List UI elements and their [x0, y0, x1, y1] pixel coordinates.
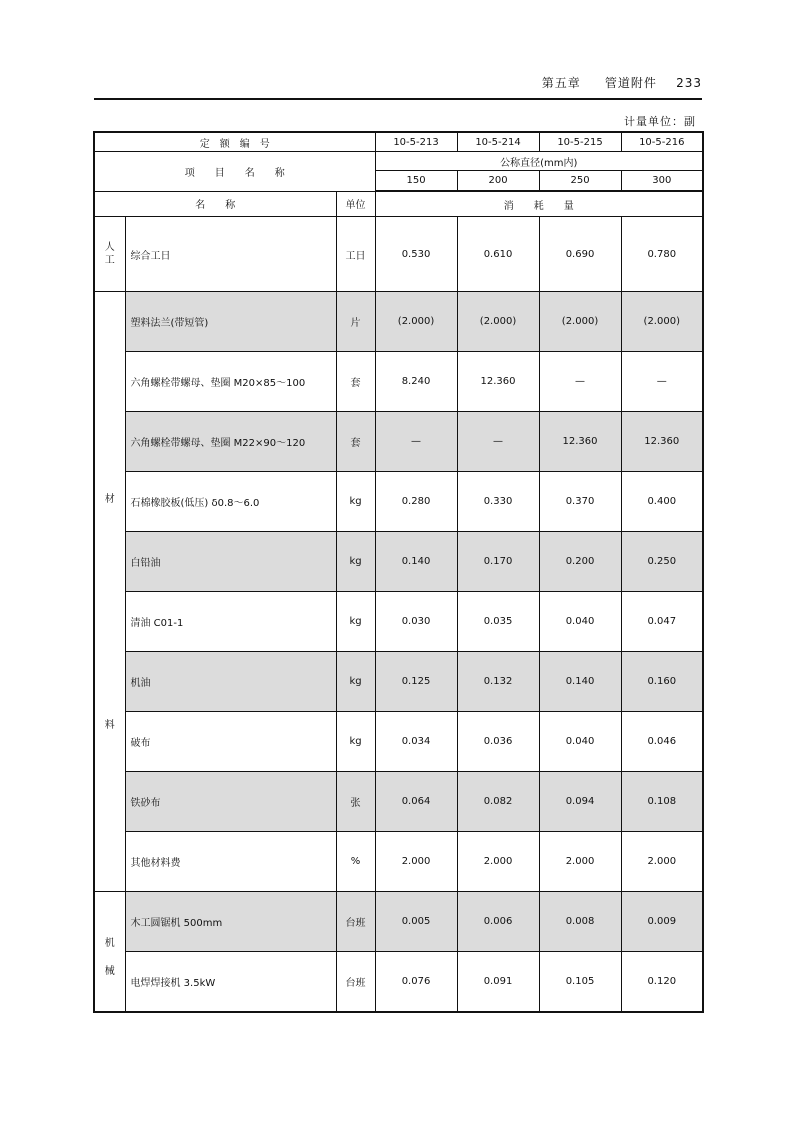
item-value: 0.120: [621, 952, 703, 1013]
item-value: 0.140: [375, 532, 457, 592]
item-name: 木工圆锯机 500mm: [125, 892, 336, 952]
item-unit: kg: [336, 472, 375, 532]
item-value: 0.064: [375, 772, 457, 832]
category-machinery: [94, 892, 125, 1013]
item-value: 0.200: [539, 532, 621, 592]
item-value: 2.000: [457, 832, 539, 892]
item-value: 0.170: [457, 532, 539, 592]
item-value: 0.035: [457, 592, 539, 652]
item-value: (2.000): [539, 292, 621, 352]
item-unit: %: [336, 832, 375, 892]
unit-header: 单位: [336, 191, 375, 217]
table-row: [94, 772, 703, 832]
category-materials: [94, 292, 125, 892]
item-value: 0.046: [621, 712, 703, 772]
diameter-value: 150: [375, 171, 457, 192]
quota-label: 定 额 编 号: [94, 132, 375, 152]
item-value: 0.160: [621, 652, 703, 712]
section-title: 管道附件: [604, 76, 657, 90]
quota-table: [93, 131, 704, 1013]
item-value: 0.690: [539, 217, 621, 292]
table-row: [94, 892, 703, 952]
item-value: —: [375, 412, 457, 472]
category-machinery-top: 机: [104, 938, 115, 949]
diameter-value: 250: [539, 171, 621, 192]
category-materials-bottom: 料: [104, 720, 115, 731]
item-name: 综合工日: [125, 217, 336, 292]
table-row: [94, 712, 703, 772]
item-value: 0.094: [539, 772, 621, 832]
header-divider: [94, 98, 702, 100]
table-row: [94, 292, 703, 352]
item-value: —: [621, 352, 703, 412]
item-value: 0.006: [457, 892, 539, 952]
diameter-value: 200: [457, 171, 539, 192]
table-row: [94, 412, 703, 472]
table-row: [94, 217, 703, 292]
chapter-title: 第五章: [541, 76, 581, 90]
unit-note: 计量单位：副: [624, 115, 696, 128]
item-value: 0.040: [539, 712, 621, 772]
item-value: 0.047: [621, 592, 703, 652]
item-value: 0.140: [539, 652, 621, 712]
item-value: 0.132: [457, 652, 539, 712]
item-value: 0.105: [539, 952, 621, 1013]
item-value: 0.780: [621, 217, 703, 292]
item-value: 0.280: [375, 472, 457, 532]
table-row: [94, 832, 703, 892]
item-value: 2.000: [621, 832, 703, 892]
table-row: [94, 652, 703, 712]
item-value: —: [457, 412, 539, 472]
item-value: (2.000): [621, 292, 703, 352]
item-value: 2.000: [539, 832, 621, 892]
quota-code: 10-5-216: [621, 132, 703, 152]
item-value: 0.034: [375, 712, 457, 772]
quota-code: 10-5-213: [375, 132, 457, 152]
item-name: 白铅油: [125, 532, 336, 592]
table-row: [94, 532, 703, 592]
item-name: 其他材料费: [125, 832, 336, 892]
item-value: 0.030: [375, 592, 457, 652]
item-unit: kg: [336, 592, 375, 652]
spec-row: [94, 152, 703, 171]
item-unit: 工日: [336, 217, 375, 292]
item-value: 2.000: [375, 832, 457, 892]
item-value: 0.125: [375, 652, 457, 712]
item-value: 0.108: [621, 772, 703, 832]
item-unit: 片: [336, 292, 375, 352]
item-name: 电焊焊接机 3.5kW: [125, 952, 336, 1013]
item-value: 12.360: [621, 412, 703, 472]
item-value: —: [539, 352, 621, 412]
item-value: 0.330: [457, 472, 539, 532]
category-machinery-bottom: 械: [104, 966, 115, 977]
item-value: 0.610: [457, 217, 539, 292]
page-number: 233: [676, 76, 702, 90]
item-unit: 张: [336, 772, 375, 832]
item-name: 铁砂布: [125, 772, 336, 832]
diameter-value: 300: [621, 171, 703, 192]
item-name: 破布: [125, 712, 336, 772]
item-value: 0.400: [621, 472, 703, 532]
item-value: 0.040: [539, 592, 621, 652]
item-value: 0.036: [457, 712, 539, 772]
category-labor: 人工: [94, 217, 125, 292]
quota-code-row: [94, 132, 703, 152]
table-row: [94, 472, 703, 532]
item-value: 12.360: [539, 412, 621, 472]
item-value: 8.240: [375, 352, 457, 412]
table-row: [94, 352, 703, 412]
item-unit: 台班: [336, 952, 375, 1013]
quota-code: 10-5-215: [539, 132, 621, 152]
item-unit: 台班: [336, 892, 375, 952]
consumption-header: 消 耗 量: [375, 191, 703, 217]
item-value: 0.008: [539, 892, 621, 952]
item-value: 0.076: [375, 952, 457, 1013]
item-value: 0.250: [621, 532, 703, 592]
item-unit: kg: [336, 712, 375, 772]
item-value: 0.009: [621, 892, 703, 952]
page-header: [542, 74, 702, 91]
item-value: 12.360: [457, 352, 539, 412]
spec-label: 公称直径(mm内): [375, 152, 703, 171]
item-value: (2.000): [375, 292, 457, 352]
item-value: 0.082: [457, 772, 539, 832]
category-materials-top: 材: [104, 494, 115, 505]
item-name: 清油 C01-1: [125, 592, 336, 652]
item-value: 0.005: [375, 892, 457, 952]
item-name-label: 项 目 名 称: [94, 152, 375, 192]
item-name: 机油: [125, 652, 336, 712]
item-unit: 套: [336, 412, 375, 472]
item-unit: kg: [336, 532, 375, 592]
item-name: 六角螺栓带螺母、垫圈 M22×90～120: [125, 412, 336, 472]
item-unit: kg: [336, 652, 375, 712]
item-name: 六角螺栓带螺母、垫圈 M20×85～100: [125, 352, 336, 412]
table-row: [94, 952, 703, 1013]
name-header: 名 称: [94, 191, 336, 217]
item-name: 石棉橡胶板(低压) δ0.8～6.0: [125, 472, 336, 532]
column-header-row: [94, 191, 703, 217]
item-value: 0.370: [539, 472, 621, 532]
item-value: 0.091: [457, 952, 539, 1013]
table-row: [94, 592, 703, 652]
item-name: 塑料法兰(带短管): [125, 292, 336, 352]
quota-code: 10-5-214: [457, 132, 539, 152]
item-value: (2.000): [457, 292, 539, 352]
item-value: 0.530: [375, 217, 457, 292]
item-unit: 套: [336, 352, 375, 412]
